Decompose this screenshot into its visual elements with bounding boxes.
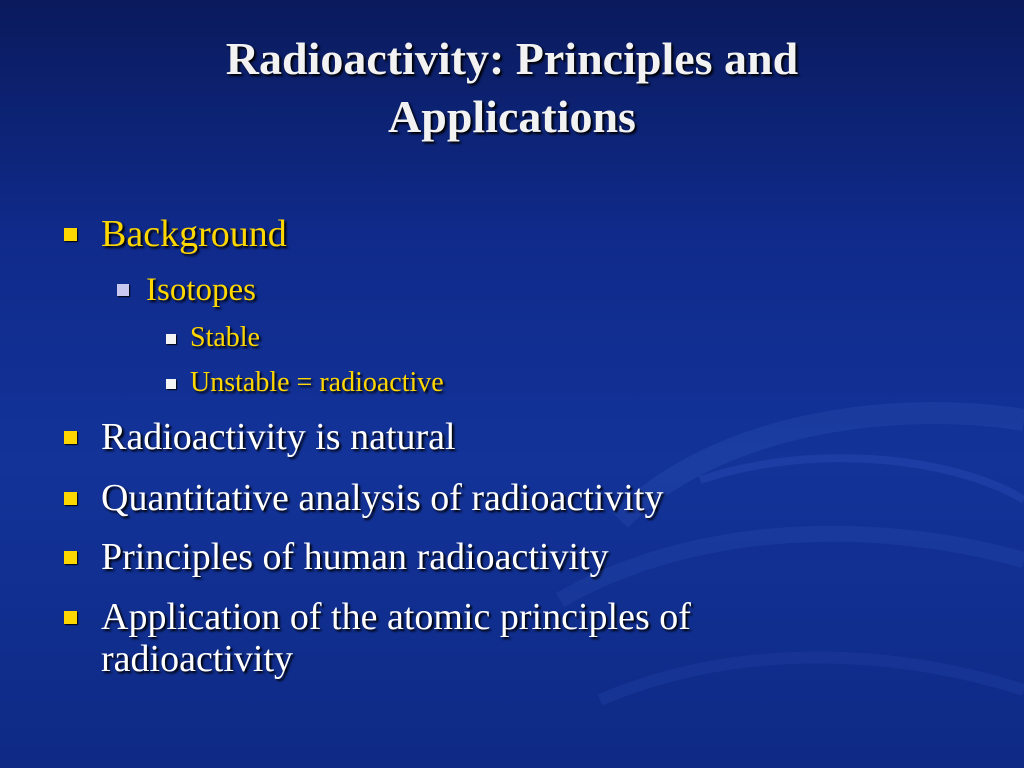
bullet-unstable	[190, 367, 444, 399]
square-bullet-icon	[64, 551, 77, 564]
bullet-text: Quantitative analysis of radioactivity	[101, 477, 664, 519]
bullet-text-line-2: radioactivity	[101, 638, 294, 680]
bullet-stable	[190, 322, 260, 354]
square-bullet-icon	[117, 284, 129, 296]
bullet-background	[101, 213, 287, 255]
bullet-human	[101, 536, 609, 578]
bullet-text-line-1: Application of the atomic principles of	[101, 596, 691, 638]
slide-title-line-2: Applications	[388, 91, 636, 142]
square-bullet-icon	[166, 334, 176, 344]
bullet-text: Radioactivity is natural	[101, 416, 456, 458]
square-bullet-icon	[64, 431, 77, 444]
bullet-natural	[101, 416, 456, 458]
bullet-text: Principles of human radioactivity	[101, 536, 609, 578]
bullet-text: Isotopes	[146, 272, 256, 308]
slide-title-line-1: Radioactivity: Principles and	[225, 33, 799, 84]
bullet-quantitative	[101, 477, 663, 519]
bullet-text: Stable	[190, 322, 260, 353]
bullet-text: Background	[101, 213, 287, 255]
bullet-text: Unstable = radioactive	[190, 367, 444, 398]
bullet-isotopes	[146, 271, 256, 309]
square-bullet-icon	[64, 492, 77, 505]
bullet-application	[101, 596, 691, 680]
square-bullet-icon	[166, 379, 176, 389]
square-bullet-icon	[64, 228, 77, 241]
square-bullet-icon	[64, 611, 77, 624]
